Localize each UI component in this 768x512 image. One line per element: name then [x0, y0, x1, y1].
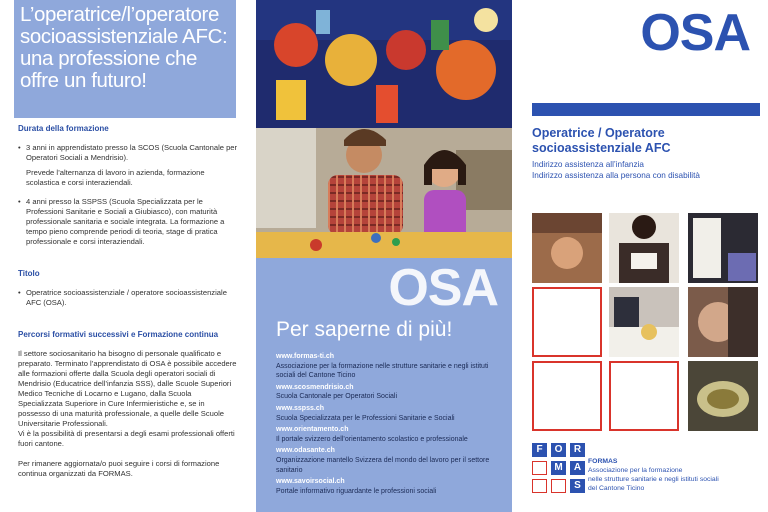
middle-panel — [256, 0, 512, 512]
link-item — [276, 404, 496, 423]
formas-logo-letter: O — [551, 443, 566, 457]
formas-logo-letter: S — [570, 479, 585, 493]
formas-description: FORMAS Associazione per la formazione nelle strutture sanitarie e negli istituti sociali del Cantone Ticino — [588, 458, 719, 492]
durata-bullet-2: • 4 anni presso la SSPSS (Scuola Specializzata per le Professioni Sanitarie e Sociali a Giubiasco), con maturità professionale sanitaria e sociale integrata. La formazione a tempo pieno comprende periodi di teoria, stage di pratica professionale e corsi interaziendali. — [18, 197, 225, 246]
percorsi-para-2: Vi è la possibilità di presentarsi a degli esami professionali offerti fuori cantone. — [18, 429, 235, 448]
photo-tile-caregiver — [609, 213, 679, 283]
cover-title: Operatrice / Operatore socioassistenziale AFC — [532, 126, 671, 155]
title-bar — [532, 103, 760, 116]
durata-bullet-1-sub: Prevede l’alternanza di lavoro in azienda, formazione scolastica e corsi interaziendali. — [26, 168, 205, 187]
left-content — [18, 124, 238, 489]
children-photo — [256, 0, 512, 258]
formas-logo-letter: M — [551, 461, 566, 475]
link-desc: Associazione per la formazione nelle strutture sanitarie e negli istituti sociali del Cantone Ticino — [276, 362, 489, 380]
link-url[interactable]: www.savoirsocial.ch — [276, 478, 345, 486]
titolo-title: Titolo — [18, 269, 40, 278]
link-item — [276, 446, 496, 475]
more-info-title: Per saperne di più! — [276, 318, 453, 341]
formas-logo — [532, 443, 586, 493]
links-list — [276, 352, 496, 498]
link-item — [276, 383, 496, 402]
more-info-section — [256, 258, 512, 512]
percorsi-title: Percorsi formativi successivi e Formazione continua — [18, 330, 219, 339]
headline-box — [14, 0, 236, 118]
formas-logo-letter: R — [570, 443, 585, 457]
durata-bullet-1: • 3 anni in apprendistato presso la SCOS (Scuola Cantonale per Operatori Sociali a Mendrisio). — [18, 143, 238, 162]
percorsi-para-3: Per rimanere aggiornata/o puoi seguire i corsi di formazione continua organizzati da FORMAS. — [18, 459, 220, 478]
durata-title: Durata della formazione — [18, 124, 109, 133]
photo-tile-empty — [532, 361, 602, 431]
link-item — [276, 425, 496, 444]
photo-tile-food — [688, 361, 758, 431]
link-desc: Organizzazione mantello Svizzera del mondo del lavoro per il settore sanitario — [276, 456, 490, 474]
photo-illustration — [256, 0, 512, 258]
link-desc: Portale informativo riguardante le professioni sociali — [276, 487, 437, 495]
photo-tile-dining — [609, 287, 679, 357]
photo-tile-hands — [532, 213, 602, 283]
link-desc: Scuola Specializzata per le Professioni Sanitarie e Sociali — [276, 414, 455, 422]
right-panel — [512, 0, 768, 512]
formas-logo-box — [532, 479, 547, 493]
osa-mark-middle: OSA — [388, 259, 498, 317]
formas-logo-box — [551, 479, 566, 493]
photo-tile-empty — [609, 361, 679, 431]
titolo-bullet: • Operatrice socioassistenziale / operatore socioassistenziale AFC (OSA). — [18, 288, 227, 307]
link-url[interactable]: www.scosmendrisio.ch — [276, 383, 354, 391]
link-url[interactable]: www.orientamento.ch — [276, 426, 349, 434]
link-desc: Scuola Cantonale per Operatori Sociali — [276, 393, 398, 401]
percorsi-para-1: Il settore sociosanitario ha bisogno di personale qualificato e preparato. Terminato l’apprendistato di OSA è possibile accedere alle formazioni offerte dalla Scuola degli operatori sociali di Mendrisio (Educatrice dell’infanzia SSS), dalle Scuole Superiori Medico Tecniche di Locarno e Lugano, dalla Scuola Specializzata Superiore in Cure Infermieristiche e, se in possesso di una maturità professionale, a quelle delle Scuole Universitarie Professionali. — [18, 349, 237, 428]
link-item — [276, 352, 496, 381]
link-desc: Il portale svizzero dell’orientamento scolastico e professionale — [276, 435, 468, 443]
headline: L’operatrice/l’operatore socioassistenziale AFC: una professione che offre un futuro! — [20, 3, 228, 92]
link-url[interactable]: www.odasante.ch — [276, 447, 335, 455]
left-panel — [0, 0, 256, 512]
cover-subtitle: Indirizzo assistenza all’infanzia Indirizzo assistenza alla persona con disabilità — [532, 160, 700, 180]
link-item — [276, 477, 496, 496]
link-url[interactable]: www.sspss.ch — [276, 404, 324, 412]
photo-tile-laundry — [688, 213, 758, 283]
link-url[interactable]: www.formas-ti.ch — [276, 353, 335, 360]
formas-logo-box — [532, 461, 547, 475]
formas-logo-letter: F — [532, 443, 547, 457]
photo-tile-care — [688, 287, 758, 357]
photo-tile-empty — [532, 287, 602, 357]
formas-logo-letter: A — [570, 461, 585, 475]
osa-mark-cover: OSA — [640, 4, 750, 62]
